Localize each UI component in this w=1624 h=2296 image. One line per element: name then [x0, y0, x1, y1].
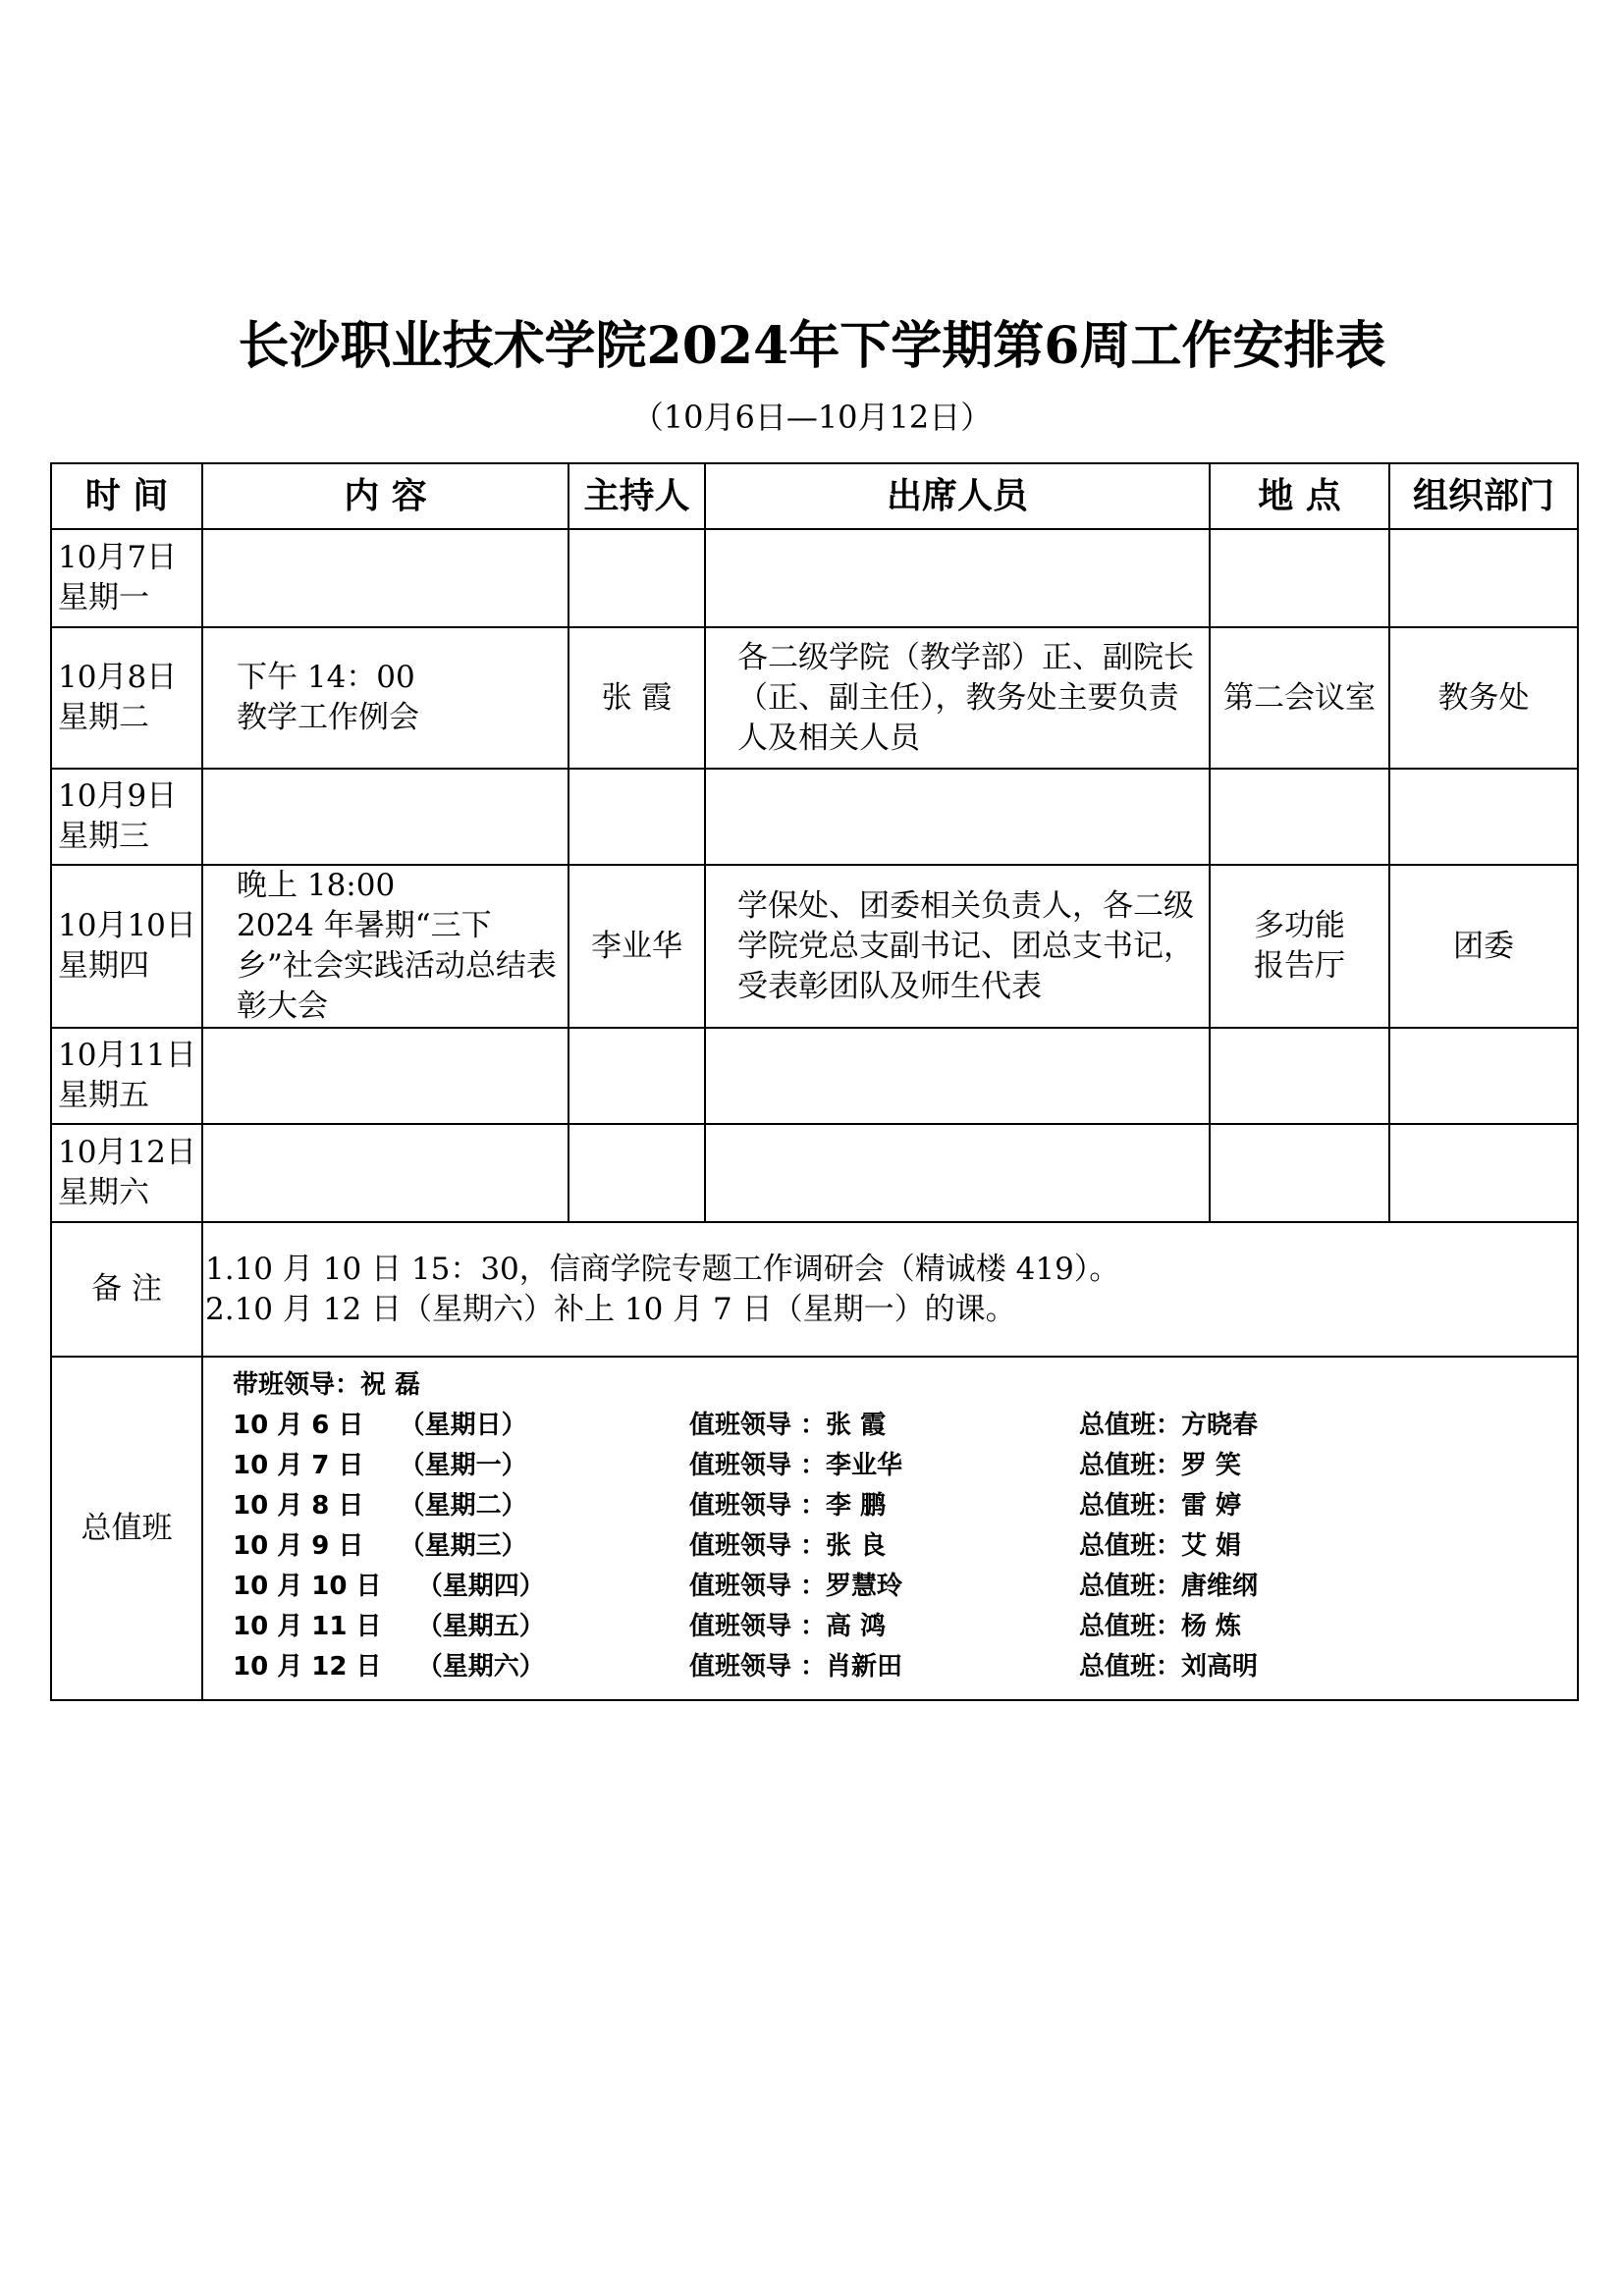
date-cell — [51, 1124, 202, 1222]
location-cell — [1210, 769, 1389, 865]
date-text: 10月11日 — [58, 1038, 196, 1073]
duty-general: 总值班：罗 笑 — [1079, 1451, 1242, 1480]
date-text: 10月12日 — [58, 1135, 196, 1170]
content-cell — [202, 529, 568, 627]
duty-leader-name: 值班领导 ：李 鹏 — [689, 1491, 887, 1521]
duty-leader-name: 值班领导 ：高 鸿 — [689, 1612, 887, 1641]
content-cell — [202, 1028, 568, 1124]
note-item: 2.10 月 12 日（星期六）补上 10 月 7 日（星期一）的课。 — [205, 1291, 1016, 1327]
content-cell: 晚上 18:00 2024 年暑期“三下乡”社会实践活动总结表彰大会 — [202, 865, 568, 1028]
duty-date: 10 月 8 日 （星期二） — [233, 1491, 527, 1521]
location-cell — [1210, 1124, 1389, 1222]
host-cell — [568, 769, 705, 865]
duty-general: 总值班：艾 娟 — [1079, 1531, 1242, 1561]
duty-general: 总值班：唐维纲 — [1079, 1572, 1259, 1601]
header-row — [51, 463, 1578, 529]
duty-general: 总值班：刘高明 — [1079, 1652, 1259, 1682]
date-text: 10月9日 — [58, 778, 178, 814]
attendees-cell: 学保处、团委相关负责人，各二级学院党总支副书记、团总支书记，受表彰团队及师生代表 — [705, 865, 1210, 1028]
dept-cell — [1389, 1124, 1578, 1222]
duty-leader-name: 值班领导 ：张 良 — [689, 1531, 887, 1561]
location-cell: 多功能 报告厅 — [1210, 865, 1389, 1028]
weekday-text: 星期五 — [58, 1078, 149, 1113]
duty-general: 总值班：雷 婷 — [1079, 1491, 1242, 1521]
duty-leader-name: 值班领导 ：李业华 — [689, 1451, 903, 1480]
notes-label: 备 注 — [51, 1222, 202, 1357]
host-cell: 张 霞 — [568, 627, 705, 769]
table-row — [51, 865, 1578, 1028]
host-cell: 李业华 — [568, 865, 705, 1028]
header-content: 内 容 — [202, 463, 568, 529]
header-time: 时 间 — [51, 463, 202, 529]
content-cell — [202, 769, 568, 865]
weekday-text: 星期六 — [58, 1175, 149, 1210]
header-host: 主持人 — [568, 463, 705, 529]
duty-date: 10 月 7 日 （星期一） — [233, 1451, 527, 1480]
attendees-cell — [705, 1124, 1210, 1222]
dept-cell — [1389, 529, 1578, 627]
attendees-cell: 各二级学院（教学部）正、副院长（正、副主任），教务处主要负责人及相关人员 — [705, 627, 1210, 769]
duty-date: 10 月 12 日 （星期六） — [233, 1652, 545, 1682]
dept-cell: 教务处 — [1389, 627, 1578, 769]
header-location: 地 点 — [1210, 463, 1389, 529]
duty-leader-name: 值班领导 ：张 霞 — [689, 1411, 887, 1440]
content-cell — [202, 1124, 568, 1222]
date-text: 10月10日 — [58, 908, 196, 943]
dept-cell: 团委 — [1389, 865, 1578, 1028]
header-dept: 组织部门 — [1389, 463, 1578, 529]
header-attendees: 出席人员 — [705, 463, 1210, 529]
weekday-text: 星期三 — [58, 819, 149, 854]
duty-general: 总值班：杨 炼 — [1079, 1612, 1242, 1641]
weekday-text: 星期一 — [58, 580, 149, 615]
date-cell — [51, 529, 202, 627]
location-cell — [1210, 529, 1389, 627]
duty-leader: 带班领导：祝 磊 — [233, 1370, 421, 1400]
duty-date: 10 月 9 日 （星期三） — [233, 1531, 527, 1561]
attendees-cell — [705, 769, 1210, 865]
attendees-cell — [705, 529, 1210, 627]
weekday-text: 星期四 — [58, 948, 149, 984]
table-row — [51, 529, 1578, 627]
table-row — [51, 627, 1578, 769]
host-cell — [568, 529, 705, 627]
attendees-cell — [705, 1028, 1210, 1124]
duty-date: 10 月 11 日 （星期五） — [233, 1612, 545, 1641]
date-text: 10月8日 — [58, 660, 178, 695]
duty-row — [51, 1357, 1578, 1700]
note-item: 1.10 月 10 日 15：30，信商学院专题工作调研会（精诚楼 419）。 — [205, 1251, 1120, 1287]
duty-leader-name: 值班领导 ：罗慧玲 — [689, 1572, 903, 1601]
date-text: 10月7日 — [58, 540, 178, 575]
date-cell — [51, 769, 202, 865]
date-cell — [51, 865, 202, 1028]
dept-cell — [1389, 1028, 1578, 1124]
notes-row — [51, 1222, 1578, 1357]
weekday-text: 星期二 — [58, 700, 149, 735]
content-cell: 下午 14：00 教学工作例会 — [202, 627, 568, 769]
duty-cell — [202, 1357, 1578, 1700]
table-row — [51, 1028, 1578, 1124]
duty-general: 总值班：方晓春 — [1079, 1411, 1259, 1440]
date-range: （10月6日—10月12日） — [631, 399, 993, 436]
location-cell — [1210, 1028, 1389, 1124]
duty-date: 10 月 6 日 （星期日） — [233, 1411, 527, 1440]
host-cell — [568, 1124, 705, 1222]
schedule-table — [50, 462, 1579, 1701]
notes-cell — [202, 1222, 1578, 1357]
page-title: 长沙职业技术学院2024年下学期第6周工作安排表 — [238, 316, 1386, 376]
duty-date: 10 月 10 日 （星期四） — [233, 1572, 545, 1601]
location-cell: 第二会议室 — [1210, 627, 1389, 769]
date-cell — [51, 1028, 202, 1124]
date-cell — [51, 627, 202, 769]
dept-cell — [1389, 769, 1578, 865]
duty-leader-name: 值班领导 ：肖新田 — [689, 1652, 903, 1682]
table-row — [51, 769, 1578, 865]
duty-label: 总值班 — [51, 1357, 202, 1700]
host-cell — [568, 1028, 705, 1124]
table-row — [51, 1124, 1578, 1222]
